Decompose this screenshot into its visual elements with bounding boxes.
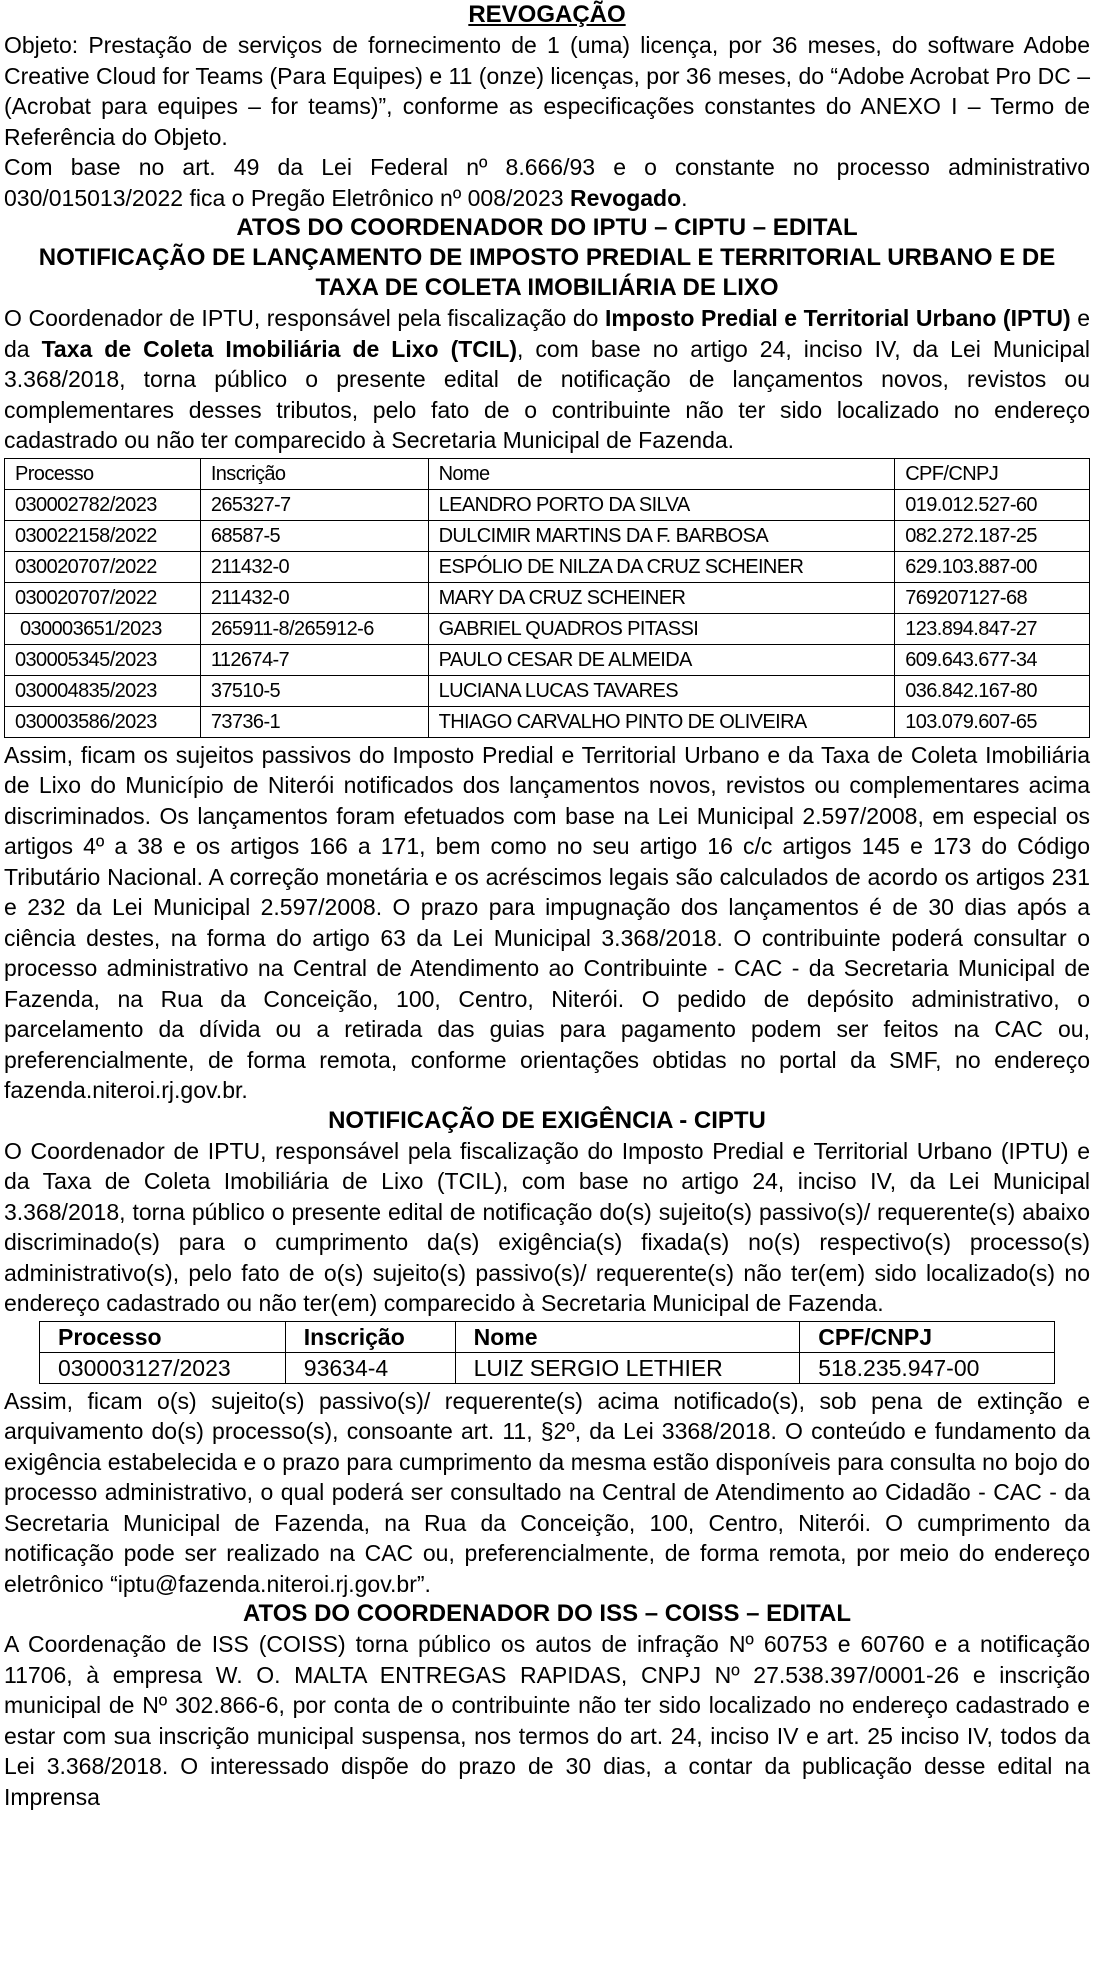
cell-cpf-cnpj: 609.643.677-34 xyxy=(895,644,1090,675)
iptu-closing: Assim, ficam os sujeitos passivos do Imposto Predial e Territorial Urbano e da Taxa de Coleta Imobiliária de Lixo do Município de Niterói notificados dos lançamentos novos, revistos ou complementares acima discriminados. Os lançamentos foram efetuados com base na Lei Municipal 2.597/2008, em especial os artigos 4º a 38 e os artigos 166 a 171, bem como no seu artigo 16 c/c artigos 145 e 173 do Código Tributário Nacional. A correção monetária e os acréscimos legais são calculados de acordo os artigos 231 e 232 da Lei Municipal 2.597/2008. O prazo para impugnação dos lançamentos é de 30 dias após a ciência destes, na forma do artigo 63 da Lei Municipal 3.368/2018. O contribuinte poderá consultar o processo administrativo na Central de Atendimento ao Contribuinte - CAC - da Secretaria Municipal de Fazenda, na Rua da Conceição, 100, Centro, Niterói. O pedido de depósito administrativo, o parcelamento da dívida ou a retirada das guias para pagamento podem ser feitos na CAC ou, preferencialmente, de forma remota, conforme orientações obtidas no portal da SMF, no endereço fazenda.niteroi.rj.gov.br. xyxy=(4,741,1090,1103)
iptu-intro-2: e da xyxy=(4,305,1091,362)
cell-cpf-cnpj: 082.272.187-25 xyxy=(895,520,1090,551)
cell-nome: LEANDRO PORTO DA SILVA xyxy=(428,489,895,520)
header-nome: Nome xyxy=(455,1321,800,1352)
cell-inscricao: 265327-7 xyxy=(200,489,428,520)
iptu-intro-bold-2: Taxa de Coleta Imobiliária de Lixo (TCIL) xyxy=(41,335,517,362)
revogacao-title: REVOGAÇÃO xyxy=(468,1,626,28)
table-row xyxy=(5,706,1090,737)
table-row xyxy=(40,1352,1055,1383)
revogacao-base-bold: Revogado xyxy=(569,184,682,211)
header-cpf-cnpj: CPF/CNPJ xyxy=(895,458,1090,489)
table-row xyxy=(5,489,1090,520)
table-row xyxy=(5,613,1090,644)
iptu-intro-3: , com base no artigo 24, inciso IV, da Lei Municipal 3.368/2018, torna público o presente edital de notificação de lançamentos novos, revistos ou complementares desses tributos, pelo fato de o contribuinte não ter sido localizado no endereço cadastrado ou não ter comparecido à Secretaria Municipal de Fazenda. xyxy=(4,335,1091,453)
cell-inscricao: 93634-4 xyxy=(285,1352,455,1383)
header-cpf-cnpj: CPF/CNPJ xyxy=(800,1321,1055,1352)
iss-heading: ATOS DO COORDENADOR DO ISS – COISS – EDITAL xyxy=(242,1600,852,1627)
cell-cpf-cnpj: 123.894.847-27 xyxy=(895,613,1090,644)
cell-processo: 030003127/2023 xyxy=(40,1352,286,1383)
exigencia-closing: Assim, ficam o(s) sujeito(s) passivo(s)/ requerente(s) acima notificado(s), sob pena de extinção e arquivamento do(s) processo(s), consoante art. 11, §2º, da Lei 3368/2018. O conteúdo e fundamento da exigência estabelecida e o prazo para cumprimento da mesma estão disponíveis para consulta no bojo do processo administrativo, o qual poderá ser consultado na Central de Atendimento ao Cidadão - CAC - da Secretaria Municipal de Fazenda, na Rua da Conceição, 100, Centro, Niterói. O cumprimento da notificação pode ser realizado na CAC ou, preferencialmente, de forma remota, por meio do endereço eletrônico “iptu@fazenda.niteroi.rj.gov.br”. xyxy=(4,1387,1090,1597)
cell-nome: THIAGO CARVALHO PINTO DE OLIVEIRA xyxy=(428,706,895,737)
cell-nome: ESPÓLIO DE NILZA DA CRUZ SCHEINER xyxy=(428,551,895,582)
cell-cpf-cnpj: 518.235.947-00 xyxy=(800,1352,1055,1383)
cell-processo: 030003651/2023 xyxy=(5,613,201,644)
cell-inscricao: 211432-0 xyxy=(200,582,428,613)
iptu-table xyxy=(4,458,1090,738)
cell-processo: 030022158/2022 xyxy=(5,520,201,551)
cell-nome: PAULO CESAR DE ALMEIDA xyxy=(428,644,895,675)
exigencia-intro: O Coordenador de IPTU, responsável pela fiscalização do Imposto Predial e Territorial Urbano (IPTU) e da Taxa de Coleta Imobiliária de Lixo (TCIL), com base no artigo 24, inciso IV, da Lei Municipal 3.368/2018, torna público o presente edital de notificação do(s) sujeito(s) passivo(s)/ requerente(s) abaixo discriminado(s) para o cumprimento da(s) exigência(s) fixada(s) no(s) respectivo(s) processo(s) administrativo(s), pelo fato de o(s) sujeito(s) passivo(s)/ requerente(s) não ter(em) sido localizado(s) no endereço cadastrado ou não ter(em) comparecido à Secretaria Municipal de Fazenda. xyxy=(4,1137,1090,1316)
iptu-subheading: NOTIFICAÇÃO DE LANÇAMENTO DE IMPOSTO PREDIAL E TERRITORIAL URBANO E DE TAXA DE COLETA IMOBILIÁRIA DE LIXO xyxy=(38,244,1056,301)
iptu-intro-1: O Coordenador de IPTU, responsável pela fiscalização do xyxy=(4,305,599,331)
header-inscricao: Inscrição xyxy=(285,1321,455,1352)
cell-nome: GABRIEL QUADROS PITASSI xyxy=(428,613,895,644)
exigencia-table xyxy=(39,1321,1055,1384)
header-nome: Nome xyxy=(428,458,895,489)
table-row xyxy=(5,551,1090,582)
cell-cpf-cnpj: 036.842.167-80 xyxy=(895,675,1090,706)
iptu-intro-bold-1: Imposto Predial e Territorial Urbano (IPTU) xyxy=(605,305,1071,331)
cell-cpf-cnpj: 019.012.527-60 xyxy=(895,489,1090,520)
iptu-intro xyxy=(4,303,1090,456)
header-processo: Processo xyxy=(5,458,201,489)
cell-cpf-cnpj: 629.103.887-00 xyxy=(895,551,1090,582)
table-row xyxy=(5,675,1090,706)
iptu-heading: ATOS DO COORDENADOR DO IPTU – CIPTU – EDITAL xyxy=(236,214,858,241)
table-header-row xyxy=(40,1321,1055,1352)
cell-processo: 030005345/2023 xyxy=(5,644,201,675)
cell-cpf-cnpj: 769207127-68 xyxy=(895,582,1090,613)
revogacao-base xyxy=(4,152,1090,213)
table-row xyxy=(5,520,1090,551)
cell-inscricao: 73736-1 xyxy=(200,706,428,737)
cell-processo: 030020707/2022 xyxy=(5,582,201,613)
table-row xyxy=(5,582,1090,613)
exigencia-heading: NOTIFICAÇÃO DE EXIGÊNCIA - CIPTU xyxy=(328,1106,766,1134)
cell-nome: MARY DA CRUZ SCHEINER xyxy=(428,582,895,613)
cell-processo: 030004835/2023 xyxy=(5,675,201,706)
table-header-row xyxy=(5,458,1090,489)
cell-inscricao: 265911-8/265912-6 xyxy=(200,613,428,644)
cell-cpf-cnpj: 103.079.607-65 xyxy=(895,706,1090,737)
cell-processo: 030020707/2022 xyxy=(5,551,201,582)
cell-inscricao: 37510-5 xyxy=(200,675,428,706)
cell-nome: DULCIMIR MARTINS DA F. BARBOSA xyxy=(428,520,895,551)
cell-nome: LUIZ SERGIO LETHIER xyxy=(455,1352,800,1383)
iss-body: A Coordenação de ISS (COISS) torna público os autos de infração Nº 60753 e 60760 e a notificação 11706, à empresa W. O. MALTA ENTREGAS RAPIDAS, CNPJ Nº 27.538.397/0001-26 e inscrição municipal de Nº 302.866-6, por conta de o contribuinte não ter sido localizado no endereço cadastrado e estar com sua inscrição municipal suspensa, nos termos do art. 24, inciso IV e art. 25 inciso IV, todos da Lei 3.368/2018. O interessado dispõe do prazo de 30 dias, a contar da publicação desse edital na Imprensa xyxy=(4,1631,1090,1810)
table-row xyxy=(5,644,1090,675)
header-inscricao: Inscrição xyxy=(200,458,428,489)
header-processo: Processo xyxy=(40,1321,286,1352)
cell-processo: 030003586/2023 xyxy=(5,706,201,737)
cell-inscricao: 112674-7 xyxy=(200,644,428,675)
cell-inscricao: 68587-5 xyxy=(200,520,428,551)
cell-processo: 030002782/2023 xyxy=(5,489,201,520)
cell-inscricao: 211432-0 xyxy=(200,551,428,582)
cell-nome: LUCIANA LUCAS TAVARES xyxy=(428,675,895,706)
revogacao-objeto: Objeto: Prestação de serviços de fornecimento de 1 (uma) licença, por 36 meses, do software Adobe Creative Cloud for Teams (Para Equipes) e 11 (onze) licenças, por 36 meses, do “Adobe Acrobat Pro DC – (Acrobat para equipes – for teams)”, conforme as especificações constantes do ANEXO I – Termo de Referência do Objeto. xyxy=(4,32,1090,150)
revogacao-base-text: Com base no art. 49 da Lei Federal nº 8.666/93 e o constante no processo administrativo 030/015013/2022 fica o Pregão Eletrônico nº 008/2023 xyxy=(4,154,1090,211)
revogacao-base-end: . xyxy=(681,184,688,211)
